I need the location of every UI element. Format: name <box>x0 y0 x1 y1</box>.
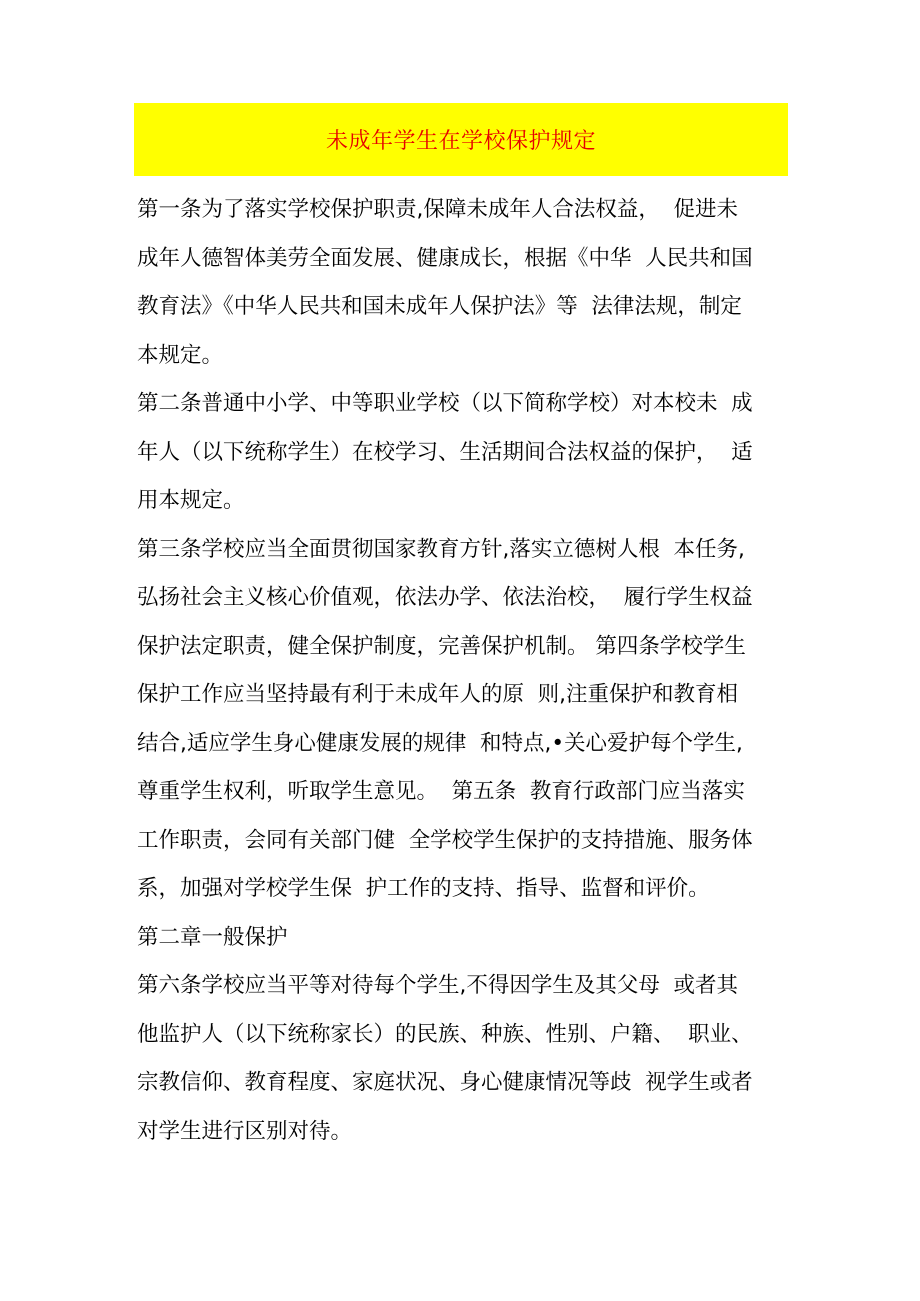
body-line: 他监护人（以下统称家长）的民族、种族、性别、户籍、 职业、 <box>137 1021 753 1047</box>
body-line: 第三条学校应当全面贯彻国家教育方针,落实立德树人根 本任务, <box>137 536 745 562</box>
body-line: 本规定。 <box>137 342 224 368</box>
body-line: 宗教信仰、教育程度、家庭状况、身心健康情况等歧 视学生或者 <box>137 1070 753 1095</box>
body-line: 尊重学生权利，听取学生意见。 第五条 教育行政部门应当落实 <box>137 779 745 804</box>
body-line: 第一条为了落实学校保护职责,保障未成年人合法权益， 促进未 <box>137 197 739 222</box>
document-title: 未成年学生在学校保护规定 <box>325 129 596 154</box>
body-line: 成年人德智体美劳全面发展、健康成长，根据《中华 人民共和国 <box>137 245 753 271</box>
body-line: 弘扬社会主义核心价值观，依法办学、依法治校， 履行学生权益 <box>137 585 753 610</box>
body-line: 年人（以下统称学生）在校学习、生活期间合法权益的保护， 适 <box>137 439 753 465</box>
body-line: 系，加强对学校学生保 护工作的支持、指导、监督和评价。 <box>137 876 710 901</box>
document-body <box>137 186 789 1156</box>
body-line: 保护工作应当坚持最有利于未成年人的原 则,注重保护和教育相 <box>137 682 739 707</box>
body-line: 第六条学校应当平等对待每个学生,不得因学生及其父母 或者其 <box>137 973 739 998</box>
body-line: 工作职责，会同有关部门健 全学校学生保护的支持措施、服务体 <box>137 827 753 853</box>
chapter-heading: 第二章一般保护 <box>137 924 288 950</box>
body-line: 用本规定。 <box>137 488 245 513</box>
body-line: 结合,适应学生身心健康发展的规律 和特点,•关心爱护每个学生, <box>137 730 743 756</box>
title-banner <box>134 103 788 176</box>
body-line: 对学生进行区别对待。 <box>137 1118 353 1144</box>
body-line: 第二条普通中小学、中等职业学校（以下简称学校）对本校未 成 <box>137 391 753 416</box>
body-line: 保护法定职责，健全保护制度，完善保护机制。 第四条学校学生 <box>137 633 746 659</box>
body-line: 教育法》《中华人民共和国未成年人保护法》等 法律法规，制定 <box>137 294 742 319</box>
